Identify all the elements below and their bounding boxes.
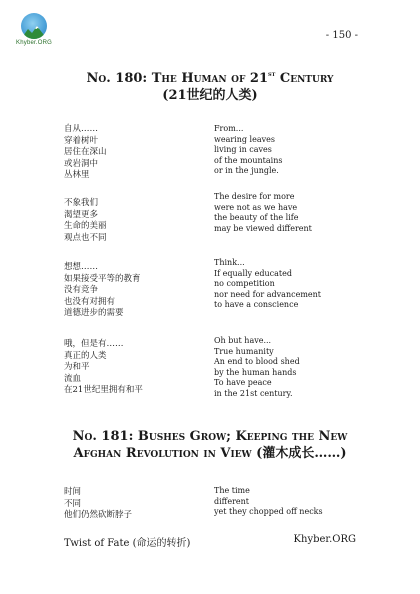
poem-line: 时间	[64, 487, 82, 497]
poem-line: or in the jungle.	[214, 166, 279, 176]
poem-line: the beauty of the life	[214, 213, 299, 223]
page-number: - 150 -	[325, 30, 358, 41]
poem-line: The time	[214, 486, 250, 495]
poem-line: in the 21st century.	[214, 388, 293, 398]
poem-line: 他们仍然砍断脖子	[64, 510, 133, 520]
poem-180-title-prefix: No. 180: The Human of 21	[86, 71, 268, 86]
poem-line: 道德进步的需要	[64, 308, 124, 318]
poem-181-stanza-english	[214, 486, 323, 518]
poem-line: no competition	[214, 279, 275, 289]
poem-181-title-line2: Afghan Revolution in View	[73, 446, 252, 461]
poem-line: Think...	[214, 258, 245, 267]
poem-line: 不象我们	[64, 198, 99, 208]
poem-180-title	[0, 65, 420, 104]
poem-line: 为和平	[64, 362, 90, 372]
globe-icon	[21, 13, 47, 39]
stanza-4-english	[214, 336, 300, 400]
poem-line: 生命的美丽	[64, 221, 107, 231]
footer-book-title: Twist of Fate (命运的转折)	[64, 538, 191, 549]
poem-line: 穿着树叶	[64, 135, 99, 146]
poem-181-title-line1: No. 181: Bushes Grow; Keeping the New	[72, 429, 348, 444]
poem-line: The desire for more	[214, 192, 295, 201]
poem-line: wearing leaves	[214, 134, 275, 144]
poem-line: 观点也不同	[64, 232, 107, 243]
poem-180-title-suffix: Century	[275, 71, 334, 86]
poem-line: may be viewed different	[214, 223, 312, 233]
poem-line: To have peace	[214, 378, 272, 388]
poem-180-title-sup: st	[268, 69, 276, 78]
poem-line: 在21世纪里拥有和平	[64, 385, 143, 395]
poem-line: From...	[214, 124, 244, 133]
stanza-4-chinese	[64, 339, 143, 397]
poem-line: 没有竞争	[64, 285, 99, 295]
poem-line: 真正的人类	[64, 350, 107, 361]
poem-line: True humanity	[214, 346, 274, 356]
stanza-2-chinese	[64, 198, 107, 244]
poem-line: 丛林里	[64, 170, 90, 180]
logo-text: Khyber.ORG	[16, 40, 53, 46]
stanza-1-english	[214, 124, 282, 177]
poem-180-subtitle: (21世纪的人类)	[162, 88, 258, 103]
poem-line: by the human hands	[214, 367, 297, 377]
poem-line: living in caves	[214, 145, 272, 155]
stanza-3-chinese	[64, 262, 141, 320]
poem-line: Oh but have...	[214, 336, 272, 345]
stanza-2-english	[214, 192, 312, 234]
poem-line: 想想……	[64, 262, 99, 272]
poem-181-stanza-chinese	[64, 487, 132, 522]
poem-line: 也没有对拥有	[64, 296, 116, 307]
poem-line: 自从……	[64, 124, 99, 134]
poem-line: nor need for advancement	[214, 289, 321, 299]
poem-line: 渴望更多	[64, 209, 99, 220]
poem-line: yet they chopped off necks	[214, 507, 323, 517]
poem-line: 如果接受平等的教育	[64, 273, 141, 284]
poem-line: 不同	[64, 498, 82, 509]
poem-line: 流血	[64, 373, 82, 384]
poem-181-title	[0, 428, 420, 462]
poem-line: 居住在深山	[64, 147, 107, 157]
poem-line: of the mountains	[214, 155, 283, 165]
khyber-logo	[16, 13, 52, 49]
poem-line: 或岩洞中	[64, 158, 99, 169]
poem-line: were not as we have	[214, 202, 298, 212]
footer-site-name: Khyber.ORG	[293, 534, 356, 545]
stanza-3-english	[214, 258, 321, 311]
poem-line: An end to blood shed	[214, 357, 300, 367]
poem-line: different	[214, 496, 250, 506]
poem-line: to have a conscience	[214, 300, 299, 310]
stanza-1-chinese	[64, 124, 107, 182]
mountain-icon	[21, 25, 47, 39]
poem-181-title-zh: (灌木成长……)	[251, 446, 347, 461]
poem-line: 哦，但是有……	[64, 339, 124, 349]
poem-line: If equally educated	[214, 268, 292, 278]
